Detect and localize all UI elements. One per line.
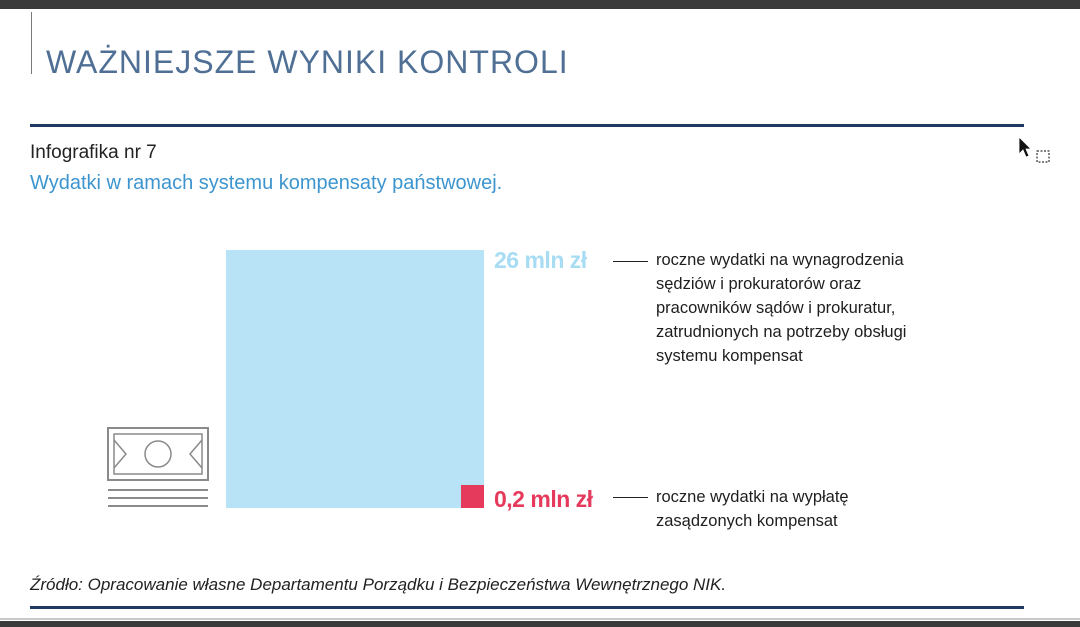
description-salaries [656,248,976,368]
description-compensations [656,485,956,533]
description-line: zasądzonych kompensat [656,512,838,530]
infographic-label: Infografika nr 7 [30,142,157,163]
top-divider [30,124,1024,127]
description-line: sędziów i prokuratorów oraz [656,275,862,293]
value-compensations: 0,2 mln zł [494,486,593,512]
value-salaries: 26 mln zł [494,247,587,273]
infographic-subtitle: Wydatki w ramach systemu kompensaty państwowej. [30,172,503,194]
money-banknote-icon [106,426,210,512]
bottom-divider [30,606,1024,609]
bottom-frame-bar [0,621,1080,627]
page-title: WAŻNIEJSZE WYNIKI KONTROLI [46,44,569,80]
leader-line-salaries [613,261,648,262]
header-accent-line [31,12,32,74]
description-line: systemu kompensat [656,347,803,365]
top-frame-bar [0,0,1080,9]
description-line: pracowników sądów i prokuratur, [656,299,896,317]
mouse-cursor-icon [1016,136,1054,168]
description-line: roczne wydatki na wynagrodzenia [656,251,904,269]
description-line: roczne wydatki na wypłatę [656,488,849,506]
leader-line-compensations [613,497,648,498]
expense-bar-compensations [461,485,484,508]
expense-bar-salaries [226,250,484,508]
description-line: zatrudnionych na potrzeby obsługi [656,323,907,341]
source-note: Źródło: Opracowanie własne Departamentu Porządku i Bezpieczeństwa Wewnętrznego NIK. [30,575,727,594]
bottom-frame-line [0,618,1080,620]
